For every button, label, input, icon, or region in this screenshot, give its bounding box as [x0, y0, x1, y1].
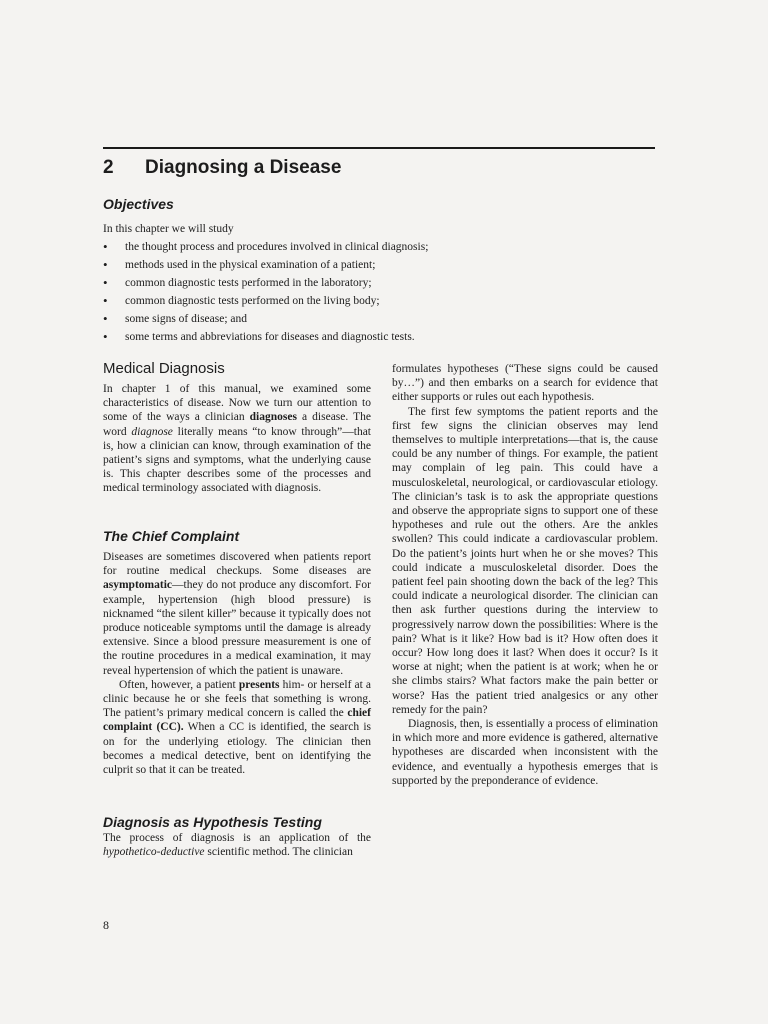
right-column — [392, 362, 658, 788]
chapter-number: 2 — [103, 157, 114, 178]
list-item: • methods used in the physical examination of a patient; — [103, 256, 428, 274]
list-item: • common diagnostic tests performed on the living body; — [103, 292, 428, 310]
objectives-list — [103, 238, 428, 346]
chief-complaint-heading: The Chief Complaint — [103, 528, 240, 544]
list-item: • some terms and abbreviations for diseases and diagnostic tests. — [103, 328, 428, 346]
right-paragraph-3: Diagnosis, then, is essentially a process of elimination in which more and more evidence is gathered, alternative hypotheses are discarded when inconsistent with the evidence, and eventually a hypothesis emerges that is supported by the preponderance of evidence. — [392, 718, 658, 787]
left-column-1 — [103, 382, 371, 496]
list-item: • the thought process and procedures involved in clinical diagnosis; — [103, 238, 428, 256]
right-paragraph-1: formulates hypotheses (“These signs could be caused by…”) and then embarks on a search for evidence that either supports or rules out each hypothesis. — [392, 363, 658, 404]
chapter-heading — [103, 157, 341, 179]
hypothesis-paragraph: The process of diagnosis is an application of the hypothetico-deductive scientific method. The clinician — [103, 832, 371, 859]
page-number: 8 — [103, 918, 109, 932]
medical-diagnosis-heading: Medical Diagnosis — [103, 360, 225, 377]
chief-complaint-paragraph-2: Often, however, a patient presents him- or herself at a clinic because he or she feels that something is wrong. The patient’s primary medical concern is called the chief complaint (CC). When a CC is identified, the search is on for the underlying etiology. The clinician then becomes a medical detective, bent on identifying the culprit so that it can be treated. — [103, 678, 371, 777]
medical-diagnosis-paragraph: In chapter 1 of this manual, we examined some characteristics of disease. Now we turn our attention to some of the ways a clinician diagnoses a disease. The word diagnose literally means “to know through”—that is, how a clinician can know, through examination of the patient’s signs and symptoms, what the underlying cause is. This chapter describes some of the processes and medical terminology associated with diagnosis. — [103, 383, 372, 495]
list-item: • common diagnostic tests performed in the laboratory; — [103, 274, 428, 292]
chief-complaint-paragraph-1: Diseases are sometimes discovered when patients report for routine medical checkups. Some diseases are asymptomatic—they do not produce any discomfort. For example, hypertension (high blood pressure) is nicknamed “the silent killer” because it typically does not produce noticeable symptoms until the damage is already extensive. Since a blood pressure measurement is one of the routine procedures in a medical examination, it may reveal hypertension of which the patient is unaware. — [103, 551, 371, 677]
objectives-intro: In this chapter we will study — [103, 223, 234, 235]
left-column-2 — [103, 550, 371, 777]
hypothesis-testing-heading: Diagnosis as Hypothesis Testing — [103, 814, 322, 830]
right-paragraph-2: The first few symptoms the patient reports and the first few signs the clinician observes may lend themselves to multiple interpretations—that is, the cause could be any number of things. For example, the patient may complain of leg pain. This could have a musculoskeletal, neurological, or cardiovascular etiology. The clinician’s task is to ask the appropriate questions and observe the appropriate signs to support one of these hypotheses and rule out the others. Are the ankles swollen? This could indicate a cardiovascular problem. Do the patient’s joints hurt when he or she moves? This could indicate a musculoskeletal disorder. Does the patient feel pain shooting down the back of the leg? This could indicate a neurological disorder. The clinician can then ask further questions during the interview to progressively narrow down the possibilities: Where is the pain? What is it like? How bad is it? How often does it occur? How long does it last? When does it occur? Is it worse at night; when the patient is at work; when he or she climbs stairs? What factors make the pain better or worse? Has the patient tried analgesics or any other remedy for the pain? — [392, 405, 658, 716]
objectives-heading: Objectives — [103, 196, 174, 212]
list-item: • some signs of disease; and — [103, 310, 428, 328]
chapter-title: Diagnosing a Disease — [145, 157, 342, 178]
header-rule — [103, 147, 655, 149]
left-column-3 — [103, 831, 371, 859]
